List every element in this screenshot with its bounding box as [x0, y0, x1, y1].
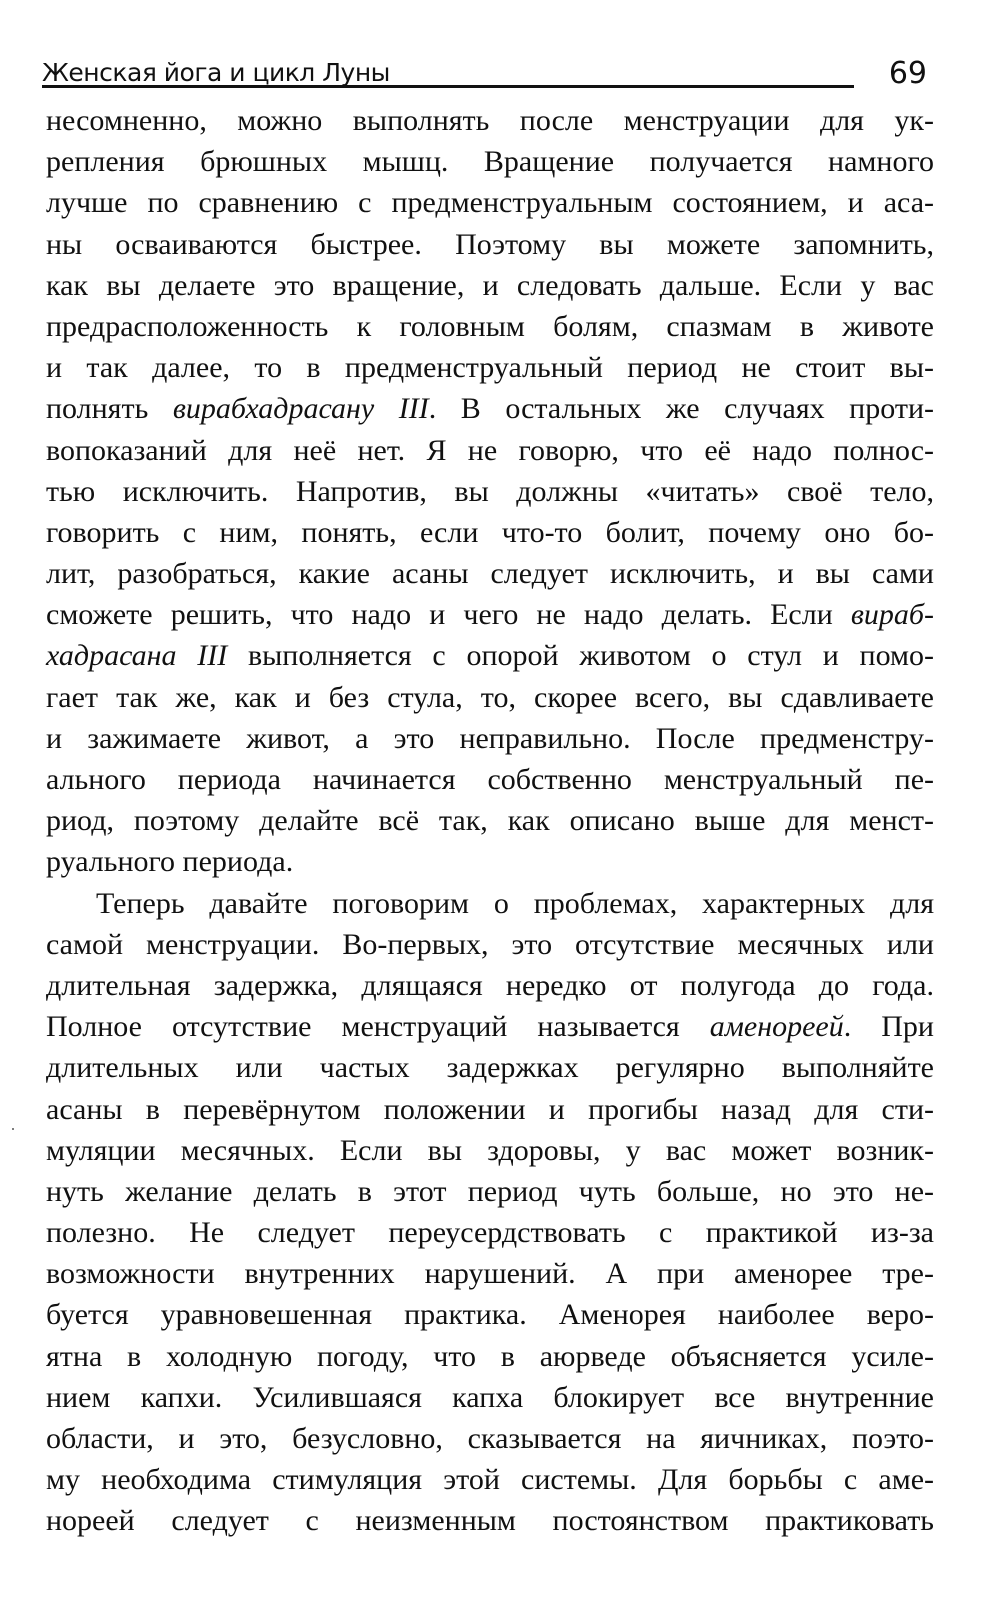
text-segment: . В остальных же случаях проти-: [428, 392, 934, 426]
text-line: возможности внутренних нарушений. А при аменорее тре-: [46, 1257, 934, 1291]
text-line: нуть желание делать в этот период чуть больше, но это не-: [46, 1174, 934, 1208]
text-line: ального периода начинается собственно менструальный пе-: [46, 763, 934, 796]
text-line: длительных или частых задержках регулярно выполняйте: [46, 1051, 934, 1085]
text-line: риод, поэтому делайте всё так, как описано выше для менст-: [46, 804, 934, 838]
scan-speck: [12, 1128, 14, 1130]
body-text: [46, 100, 934, 1542]
text-line: ятна в холодную погоду, что в аюрведе объясняется усиле-: [46, 1339, 934, 1373]
text-line: [46, 388, 934, 429]
text-line: [46, 1006, 934, 1047]
text-segment: полнять: [46, 392, 173, 426]
text-line: лучше по сравнению с предменструальным состоянием, и аса-: [46, 186, 934, 220]
paragraph-2: [46, 883, 934, 1542]
italic-term: аменореей: [709, 1010, 844, 1044]
text-line: говорить с ним, понять, если что-то болит, почему оно бо-: [46, 515, 934, 549]
header-rule: [42, 85, 854, 88]
text-segment: выполняется с опорой животом о стул и помо-: [227, 639, 934, 673]
text-line: асаны в перевёрнутом положении и прогибы назад для сти-: [46, 1092, 934, 1126]
text-line: длительная задержка, длящаяся нередко от полугода до года.: [46, 968, 934, 1002]
text-line: му необходима стимуляция этой системы. Для борьбы с аме-: [46, 1463, 934, 1497]
text-line: как вы делаете это вращение, и следовать дальше. Если у вас: [46, 268, 934, 302]
page-number: 69: [888, 56, 927, 91]
italic-term: хадрасана III: [46, 639, 228, 673]
text-line: муляции месячных. Если вы здоровы, у вас может возник-: [46, 1133, 934, 1167]
text-line: полезно. Не следует переусердствовать с практикой из-за: [46, 1216, 934, 1250]
italic-term: вираб-: [850, 598, 934, 632]
text-line: самой менструации. Во-первых, это отсутствие месячных или: [46, 927, 934, 961]
text-line: ны осваиваются быстрее. Поэтому вы можете запомнить,: [46, 227, 934, 261]
text-line: Теперь давайте поговорим о проблемах, характерных для: [96, 886, 934, 920]
text-line: вопоказаний для неё нет. Я не говорю, что её надо полнос-: [46, 433, 934, 467]
header-title: Женская йога и цикл Луны: [42, 58, 390, 87]
text-line: и зажимаете живот, а это неправильно. После предменстру-: [46, 721, 934, 755]
paragraph-1: [46, 100, 934, 883]
text-line: области, и это, безусловно, сказывается на яичниках, поэто-: [46, 1422, 934, 1455]
text-line: гает так же, как и без стула, то, скорее всего, вы сдавливаете: [46, 680, 934, 714]
italic-term: вирабхадрасану III: [172, 392, 429, 426]
text-line: буется уравновешенная практика. Аменорея наиболее веро-: [46, 1298, 934, 1332]
text-line: тью исключить. Напротив, вы должны «читать» своё тело,: [46, 474, 934, 508]
text-line: репления брюшных мышц. Вращение получается намного: [46, 145, 934, 179]
text-segment: Полное отсутствие менструаций называется: [46, 1010, 710, 1044]
text-line: предрасположенность к головным болям, спазмам в животе: [46, 309, 934, 343]
text-line: нием капхи. Усилившаяся капха блокирует все внутренние: [46, 1380, 934, 1414]
text-segment: . При: [843, 1010, 934, 1044]
text-line: нореей следует с неизменным постоянством практиковать: [46, 1504, 934, 1538]
text-line: и так далее, то в предменструальный период не стоит вы-: [46, 351, 934, 385]
text-line: руального периода.: [46, 845, 294, 879]
text-line: [46, 635, 934, 676]
text-line: несомненно, можно выполнять после менструации для ук-: [46, 104, 934, 137]
running-header: [42, 52, 927, 100]
text-line: лит, разобраться, какие асаны следует исключить, и вы сами: [46, 557, 934, 591]
text-line: [46, 594, 934, 635]
text-segment: сможете решить, что надо и чего не надо делать. Если: [46, 598, 851, 632]
